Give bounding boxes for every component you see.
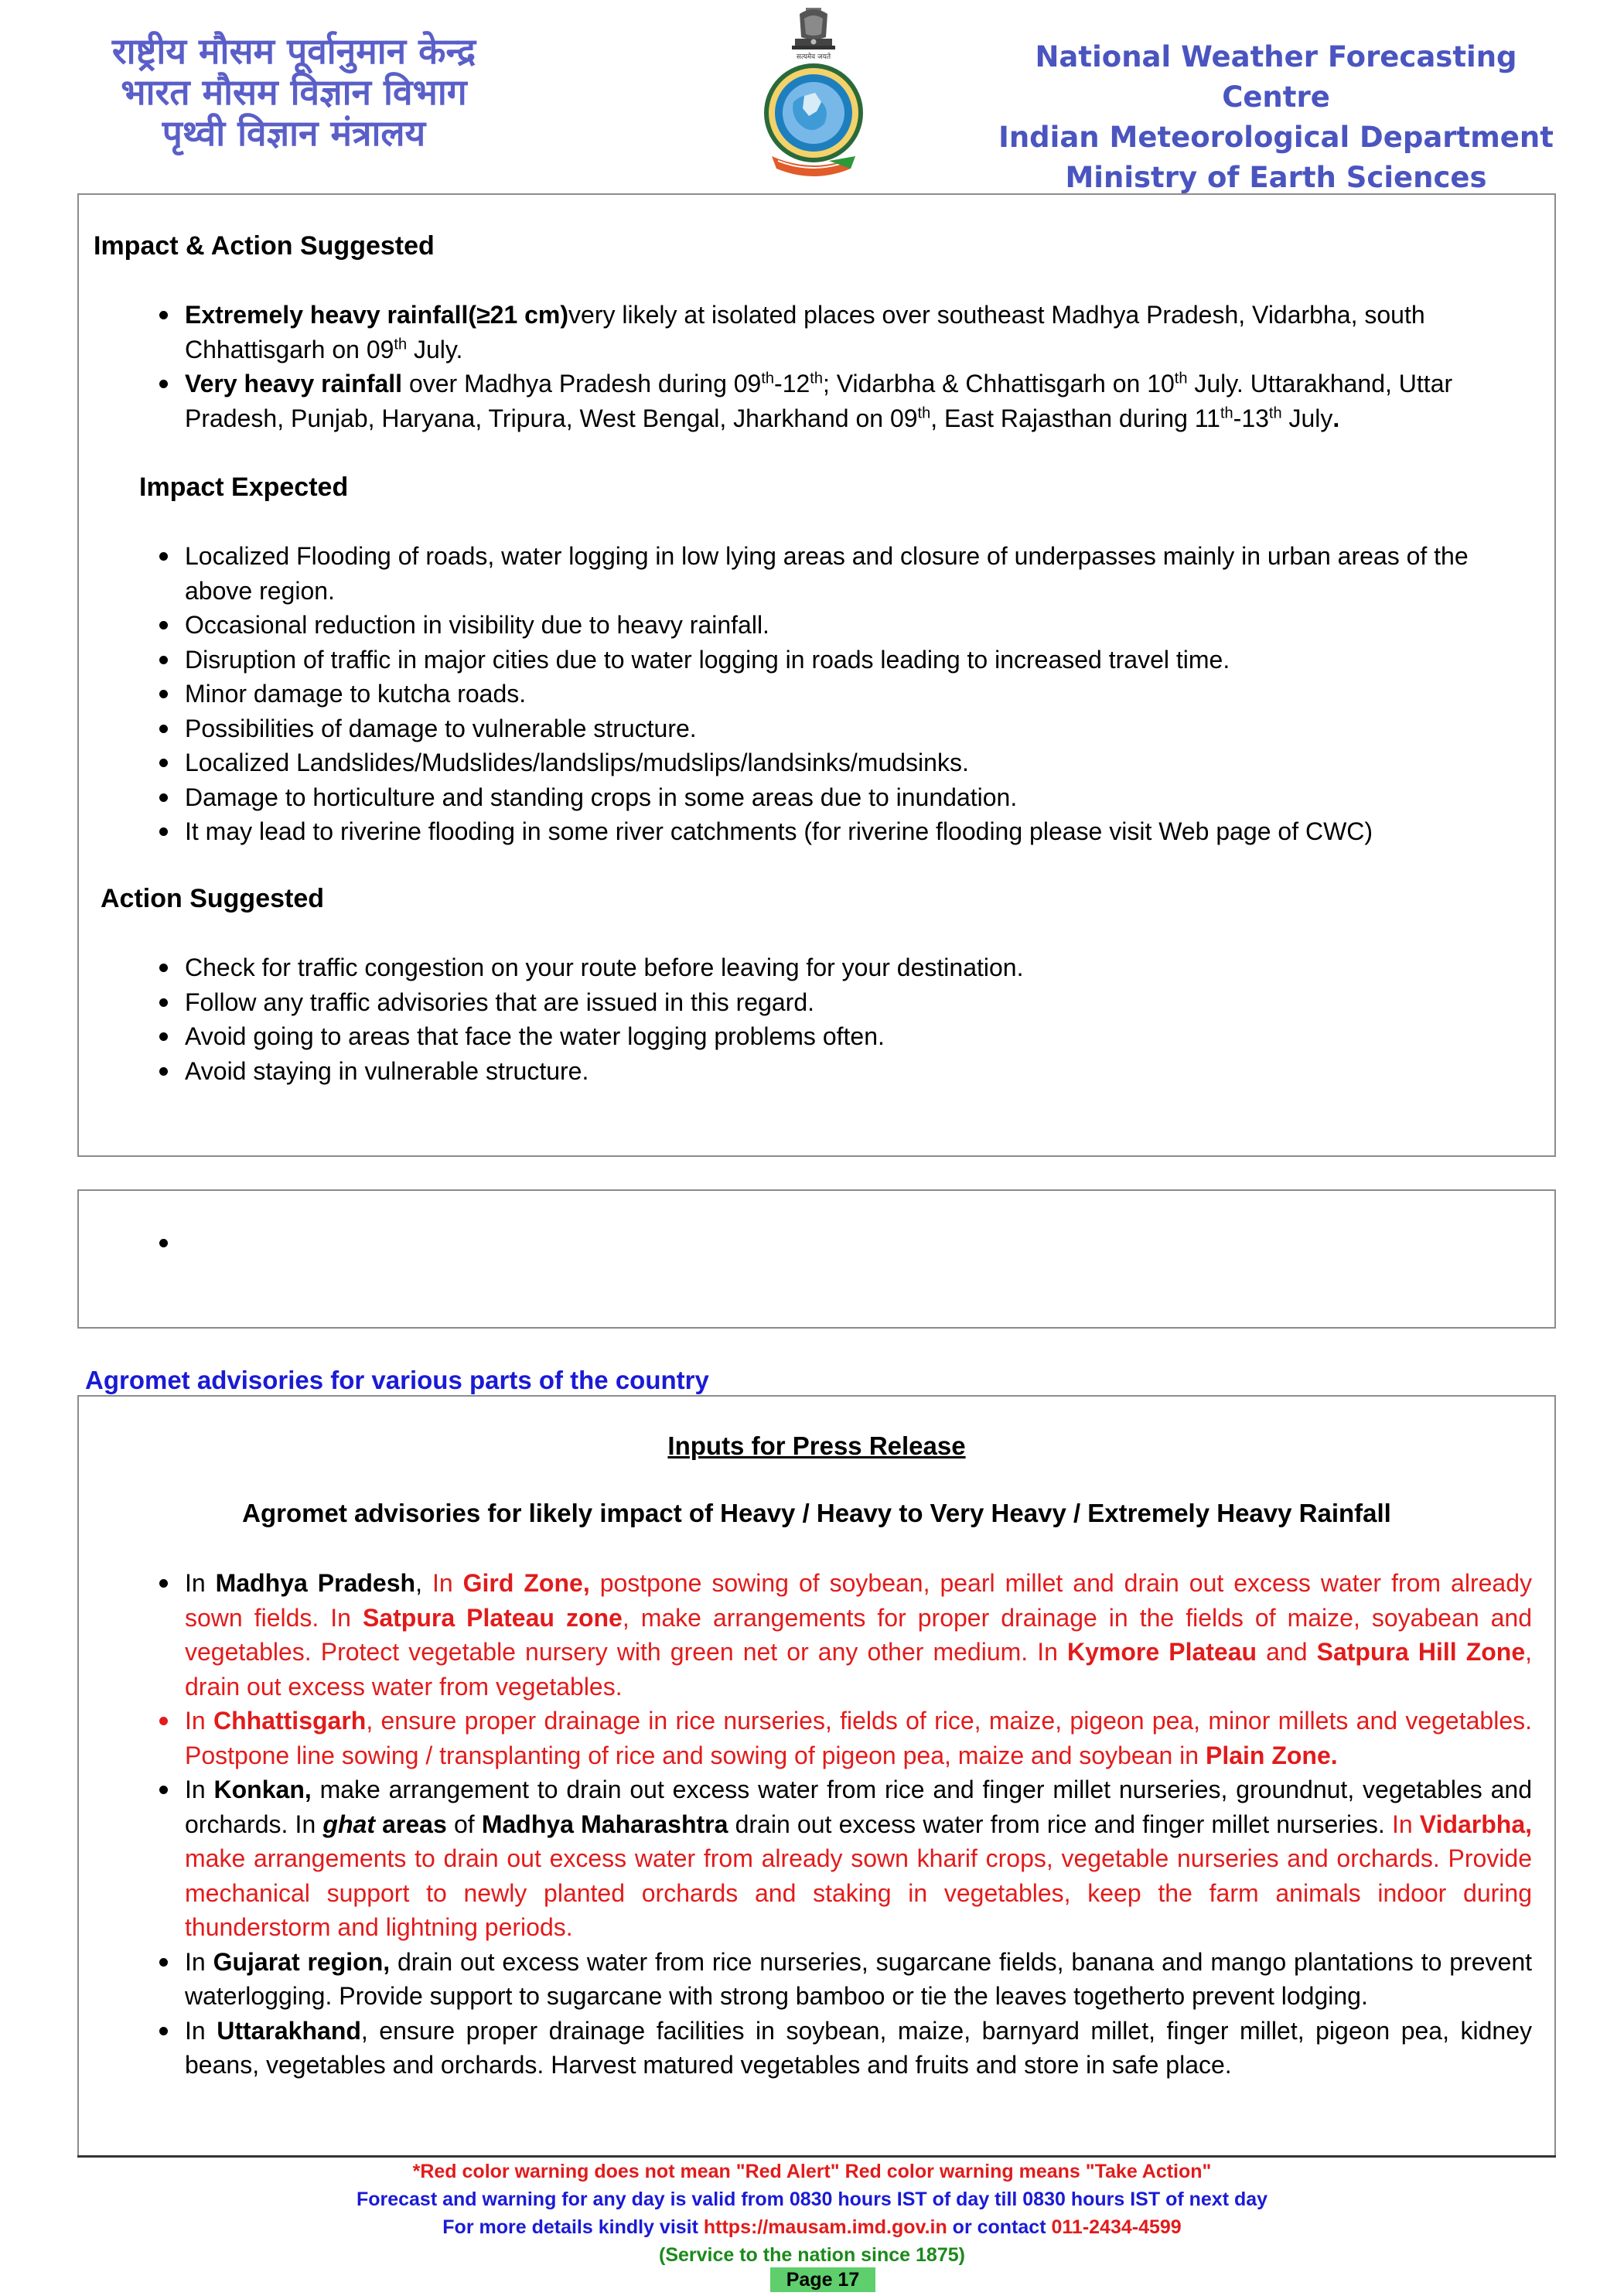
footer-service-note: (Service to the nation since 1875) bbox=[659, 2244, 965, 2266]
region-name: areas bbox=[374, 1810, 447, 1838]
agromet-heading: Agromet advisories for various parts of the country bbox=[85, 1366, 709, 1394]
ordinal-sup: th bbox=[917, 404, 931, 421]
rainfall-text: -12 bbox=[774, 370, 810, 397]
footer-text: or contact bbox=[947, 2216, 1052, 2238]
ordinal-sup: th bbox=[761, 370, 775, 387]
rainfall-text: . bbox=[1332, 404, 1340, 432]
advisory-text: In bbox=[185, 2016, 217, 2045]
list-item: It may lead to riverine flooding in some river catchments (for riverine flooding please visit Web page of CWC) bbox=[185, 814, 1532, 849]
list-item: Localized Landslides/Mudslides/landslips/mudslips/landsinks/mudsinks. bbox=[185, 745, 1532, 780]
advisory-text: , ensure proper drainage facilities in soybean, maize, barnyard millet, finger millet, pigeon pea, kidney beans, vegetables and orchards. Harvest matured vegetables and fruits and store in safe place. bbox=[185, 2016, 1533, 2079]
list-item: Possibilities of damage to vulnerable structure. bbox=[185, 711, 1532, 746]
empty-note-box bbox=[77, 1189, 1556, 1329]
list-item bbox=[185, 1566, 1532, 1704]
rainfall-text: , East Rajasthan during 11 bbox=[930, 404, 1220, 432]
impact-expected-title: Impact Expected bbox=[139, 473, 349, 502]
header-hindi bbox=[62, 31, 526, 154]
list-item: Disruption of traffic in major cities due to water logging in roads leading to increased travel time. bbox=[185, 643, 1532, 677]
region-name: Madhya Maharashtra bbox=[481, 1810, 728, 1838]
advisory-text: In bbox=[185, 1947, 213, 1976]
advisory-text: drain out excess water from rice and finger millet nurseries. bbox=[728, 1810, 1392, 1838]
header-english-line: National Weather Forecasting Centre bbox=[1035, 40, 1517, 114]
region-name: Konkan, bbox=[213, 1776, 312, 1803]
region-name: ghat bbox=[322, 1810, 375, 1838]
list-item bbox=[185, 1704, 1532, 1772]
zone-name: Satpura Plateau zone bbox=[362, 1603, 623, 1632]
list-item: Minor damage to kutcha roads. bbox=[185, 677, 1532, 711]
list-item: Check for traffic congestion on your route before leaving for your destination. bbox=[185, 950, 1532, 985]
action-suggested-title: Action Suggested bbox=[101, 884, 325, 913]
list-item: Avoid going to areas that face the water logging problems often. bbox=[185, 1019, 1532, 1054]
empty-bullet bbox=[159, 1239, 168, 1247]
ordinal-sup: th bbox=[810, 370, 823, 387]
region-name: Madhya Pradesh bbox=[215, 1569, 416, 1597]
impact-action-title: Impact & Action Suggested bbox=[94, 231, 435, 261]
list-item bbox=[185, 2014, 1532, 2083]
region-name: Chhattisgarh bbox=[213, 1707, 367, 1735]
region-name: Vidarbha, bbox=[1419, 1810, 1533, 1838]
action-suggested-list bbox=[185, 950, 1532, 1088]
list-item: Damage to horticulture and standing crops in some areas due to inundation. bbox=[185, 780, 1532, 815]
contact-phone: 011-2434-4599 bbox=[1051, 2216, 1182, 2238]
advisory-text: In bbox=[185, 1569, 216, 1597]
rainfall-list bbox=[185, 298, 1532, 435]
footer-text: For more details kindly visit bbox=[442, 2216, 704, 2238]
advisory-text: In bbox=[185, 1707, 213, 1735]
advisory-text: and bbox=[1257, 1638, 1317, 1666]
rainfall-category: Very heavy rainfall bbox=[185, 370, 403, 397]
press-release-title: Inputs for Press Release bbox=[667, 1431, 966, 1460]
impact-expected-list bbox=[185, 539, 1532, 849]
svg-text:सत्यमेव जयते: सत्यमेव जयते bbox=[796, 53, 831, 61]
advisory-text: , make arrangements for proper drainage in the fields of maize, soyabean and vegetables. Protect vegetable nursery with green net or any other medium. In bbox=[185, 1603, 1533, 1666]
list-item: Follow any traffic advisories that are issued in this regard. bbox=[185, 985, 1532, 1020]
zone-name: Plain Zone. bbox=[1205, 1741, 1338, 1769]
advisory-text: drain out excess water from rice nurseries, sugarcane fields, banana and mango plantations to prevent waterlogging. Provide support to sugarcane with strong bamboo or tie the leaves togetherto prevent lodging. bbox=[185, 1947, 1533, 2010]
agromet-subtitle: Agromet advisories for likely impact of Heavy / Heavy to Very Heavy / Extremely Heavy Rainfall bbox=[242, 1499, 1391, 1527]
advisory-text: , drain out excess water from vegetables. bbox=[185, 1638, 1533, 1701]
zone-name: Kymore Plateau bbox=[1067, 1638, 1257, 1666]
ordinal-sup: th bbox=[1220, 404, 1233, 421]
rainfall-text: very likely at isolated places over southeast Madhya Pradesh, Vidarbha, south Chhattisgarh on 09 bbox=[185, 301, 1425, 363]
ordinal-sup: th bbox=[1174, 370, 1188, 387]
zone-name: Satpura Hill Zone bbox=[1316, 1638, 1526, 1666]
footer-contact bbox=[0, 2216, 1624, 2239]
header-english-line: Indian Meteorological Department bbox=[998, 121, 1554, 154]
advisory-text: make arrangement to drain out excess water from rice and finger millet nurseries, groundnut, vegetables and orchards. In bbox=[185, 1776, 1533, 1838]
header-hindi-line: भारत मौसम विज्ञान विभाग bbox=[121, 71, 467, 113]
rainfall-category: Extremely heavy rainfall(≥21 cm) bbox=[185, 301, 569, 329]
advisory-text: of bbox=[446, 1810, 482, 1838]
list-item bbox=[185, 367, 1532, 435]
rainfall-text: -13 bbox=[1233, 404, 1269, 432]
list-item bbox=[185, 1772, 1532, 1945]
rainfall-text: July. Uttarakhand, Uttar Pradesh, Punjab, Haryana, Tripura, West Bengal, Jharkhand on 09 bbox=[185, 370, 1453, 432]
list-item bbox=[185, 1945, 1532, 2014]
ordinal-sup: th bbox=[394, 335, 408, 353]
agromet-list bbox=[185, 1566, 1532, 2083]
bottom-divider bbox=[77, 2155, 1556, 2158]
advisory-text: , ensure proper drainage in rice nurseries, fields of rice, maize, pigeon pea, minor millets and vegetables. Postpone line sowing / transplanting of rice and sowing of pigeon pea, maize and soybean in bbox=[185, 1707, 1533, 1769]
advisory-text: In bbox=[432, 1569, 463, 1597]
footer-validity-note: Forecast and warning for any day is valid from 0830 hours IST of day till 0830 hours IST of next day bbox=[356, 2189, 1268, 2210]
header-english-line: Ministry of Earth Sciences bbox=[1065, 161, 1487, 194]
list-item bbox=[185, 298, 1532, 367]
footer-red-warning-note: *Red color warning does not mean "Red Alert" Red color warning means "Take Action" bbox=[412, 2161, 1212, 2182]
advisory-text: In bbox=[185, 1776, 214, 1803]
ordinal-sup: th bbox=[1268, 404, 1282, 421]
list-item: Localized Flooding of roads, water logging in low lying areas and closure of underpasses mainly in urban areas of the above region. bbox=[185, 539, 1532, 608]
advisory-text: make arrangements to drain out excess water from already sown kharif crops, vegetable nurseries and orchards. Provide mechanical support to newly planted orchards and staking in vegetables, keep the farm animals indoor during thunderstorm and lightning periods. bbox=[185, 1844, 1532, 1941]
header-hindi-line: राष्ट्रीय मौसम पूर्वानुमान केन्द्र bbox=[111, 30, 476, 72]
zone-name: Gird Zone, bbox=[462, 1569, 590, 1597]
rainfall-text: July. bbox=[407, 335, 463, 363]
list-item: Occasional reduction in visibility due to heavy rainfall. bbox=[185, 608, 1532, 643]
advisory-text: , bbox=[415, 1569, 432, 1597]
rainfall-text: over Madhya Pradesh during 09 bbox=[402, 370, 762, 397]
region-name: Uttarakhand bbox=[217, 2016, 361, 2045]
list-item: Avoid staying in vulnerable structure. bbox=[185, 1054, 1532, 1089]
imd-website-link[interactable]: https://mausam.imd.gov.in bbox=[703, 2216, 947, 2238]
region-name: Gujarat region, bbox=[213, 1947, 391, 1976]
imd-emblem-icon bbox=[759, 3, 868, 183]
page-number: Page 17 bbox=[770, 2267, 875, 2292]
header-english bbox=[982, 37, 1570, 198]
rainfall-text: ; Vidarbha & Chhattisgarh on 10 bbox=[822, 370, 1175, 397]
header-hindi-line: पृथ्वी विज्ञान मंत्रालय bbox=[162, 112, 426, 154]
rainfall-text: July bbox=[1281, 404, 1333, 432]
advisory-text: In bbox=[1391, 1810, 1420, 1838]
advisory-text: postpone sowing of soybean, pearl millet and drain out excess water from already sown fields. In bbox=[185, 1569, 1533, 1632]
